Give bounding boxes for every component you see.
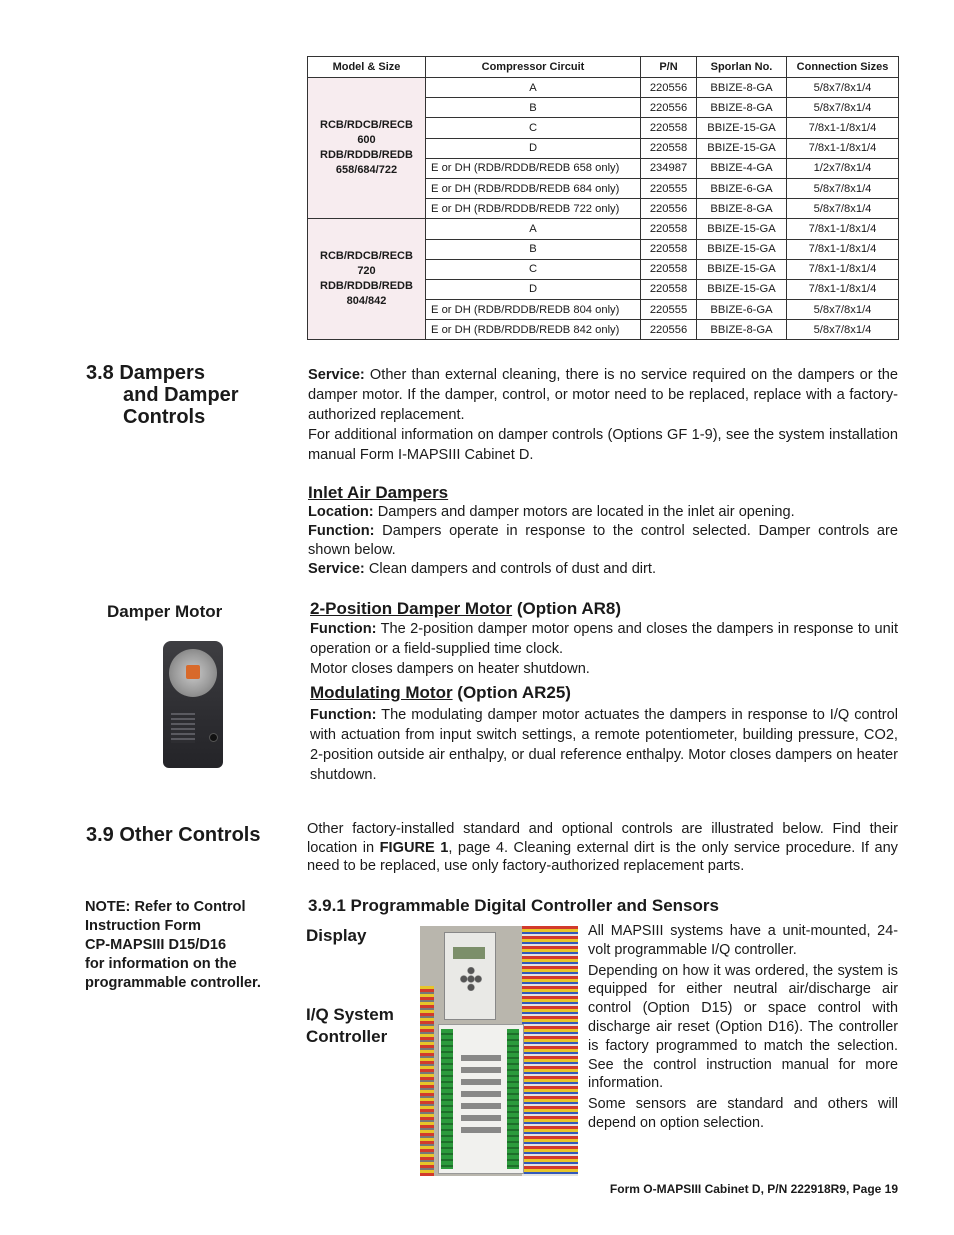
circuit-cell: B (426, 98, 641, 118)
note-line: NOTE: Refer to Control (85, 899, 246, 915)
two-position-motor-body (310, 619, 898, 679)
pn-cell: 220555 (641, 178, 697, 198)
location-label: Location: (308, 504, 374, 520)
connection-cell: 5/8x7/8x1/4 (787, 98, 899, 118)
circuit-components (461, 1055, 501, 1135)
modulating-motor-heading (310, 683, 571, 703)
pn-cell: 220558 (641, 138, 697, 158)
sporlan-cell: BBIZE-6-GA (697, 300, 787, 320)
modulating-heading-text: Modulating Motor (310, 683, 453, 702)
modulating-motor-body (310, 705, 898, 785)
keypad-buttons (459, 967, 483, 991)
controller-paragraph: Depending on how it was ordered, the system is equipped for either neutral air/discharge air control (Option D15) or space control with discharge air reset (Option D16). The controller is factory programmed to match the selection. See the control instruction manual for more information. (588, 962, 898, 1092)
connection-cell: 5/8x7/8x1/4 (787, 300, 899, 320)
controller-photo (420, 926, 578, 1176)
lcd-screen (453, 947, 485, 959)
circuit-cell: E or DH (RDB/RDDB/REDB 804 only) (426, 300, 641, 320)
pn-cell: 220558 (641, 118, 697, 138)
model-line: 658/684/722 (335, 164, 398, 177)
table-row (308, 78, 899, 98)
connection-cell: 1/2x7/8x1/4 (787, 158, 899, 178)
model-line: 804/842 (346, 295, 387, 308)
iq-controller-label (306, 1004, 394, 1048)
valve-spec-table (307, 56, 899, 340)
sporlan-cell: BBIZE-15-GA (697, 219, 787, 239)
pn-cell: 220556 (641, 320, 697, 340)
additional-info-text: For additional information on damper controls (Options GF 1-9), see the system installation manual Form I-MAPSIII Cabinet D. (308, 427, 898, 463)
page-footer: Form O-MAPSIII Cabinet D, P/N 222918R9, Page 19 (609, 1182, 898, 1196)
function-text: The 2-position damper motor opens and closes the dampers in response to unit operation or a field-supplied time clock. (310, 621, 898, 657)
note-line: Instruction Form (85, 918, 201, 934)
sporlan-cell: BBIZE-15-GA (697, 118, 787, 138)
connection-cell: 5/8x7/8x1/4 (787, 320, 899, 340)
section-39-heading: 3.9 Other Controls (86, 824, 261, 846)
controller-paragraph: All MAPSIII systems have a unit-mounted, 24-volt programmable I/Q controller. (588, 923, 898, 958)
motor-indicator (209, 733, 218, 742)
inlet-air-dampers-body (308, 503, 898, 579)
connection-cell: 7/8x1-1/8x1/4 (787, 219, 899, 239)
model-line: 600 (357, 134, 376, 147)
service-text: Clean dampers and controls of dust and dirt. (364, 561, 657, 577)
sporlan-cell: BBIZE-8-GA (697, 98, 787, 118)
circuit-cell: E or DH (RDB/RDDB/REDB 658 only) (426, 158, 641, 178)
sporlan-cell: BBIZE-15-GA (697, 138, 787, 158)
sporlan-cell: BBIZE-8-GA (697, 78, 787, 98)
section-38-heading (86, 362, 239, 428)
heading-line: Controls (123, 406, 206, 428)
function-label: Function: (308, 523, 375, 539)
connection-cell: 7/8x1-1/8x1/4 (787, 239, 899, 259)
note-line: for information on the (85, 956, 237, 972)
section-391-body (588, 922, 898, 1133)
shutdown-note: Motor closes dampers on heater shutdown. (310, 661, 590, 677)
intro-text-continued: , page 4. Cleaning external dirt is the only service procedure. If any need to be replaced, use only factory-authorized replacement parts. (307, 839, 898, 874)
connection-cell: 7/8x1-1/8x1/4 (787, 118, 899, 138)
sporlan-cell: BBIZE-15-GA (697, 259, 787, 279)
pn-cell: 220558 (641, 259, 697, 279)
header-model-size: Model & Size (308, 57, 426, 78)
circuit-cell: C (426, 118, 641, 138)
pn-cell: 220558 (641, 219, 697, 239)
pn-cell: 220555 (641, 300, 697, 320)
display-label: Display (306, 926, 367, 945)
header-compressor-circuit: Compressor Circuit (426, 57, 641, 78)
function-label: Function: (310, 707, 377, 723)
connection-cell: 5/8x7/8x1/4 (787, 178, 899, 198)
header-connection-sizes: Connection Sizes (787, 57, 899, 78)
pn-cell: 234987 (641, 158, 697, 178)
connection-cell: 5/8x7/8x1/4 (787, 78, 899, 98)
circuit-cell: B (426, 239, 641, 259)
pn-cell: 220556 (641, 78, 697, 98)
table-row (308, 219, 899, 239)
sporlan-cell: BBIZE-15-GA (697, 239, 787, 259)
model-cell-group-2 (308, 219, 426, 340)
two-position-motor-heading (310, 599, 621, 619)
circuit-cell: E or DH (RDB/RDDB/REDB 842 only) (426, 320, 641, 340)
option-ar8: (Option AR8) (512, 599, 622, 618)
function-text: The modulating damper motor actuates the dampers in response to I/Q control with actuation from input switch settings, a remote potentiometer, building pressure, CO2, 2-position outside air enthalpy, or dual reference enthalpy. Motor closes dampers on heater shutdown. (310, 707, 898, 783)
pn-cell: 220556 (641, 199, 697, 219)
motor-hub (186, 665, 200, 679)
option-ar25: (Option AR25) (452, 683, 571, 702)
motor-grille (171, 713, 195, 743)
damper-motor-image (163, 641, 223, 768)
model-line: RDB/RDDB/REDB (320, 149, 413, 162)
sporlan-cell: BBIZE-6-GA (697, 178, 787, 198)
section-391-heading: 3.9.1 Programmable Digital Controller and Sensors (308, 896, 719, 915)
section-38-body (308, 365, 898, 465)
iq-controller-board (438, 1024, 524, 1174)
connection-cell: 5/8x7/8x1/4 (787, 199, 899, 219)
controller-paragraph: Some sensors are standard and others will depend on option selection. (588, 1096, 898, 1131)
function-label: Function: (310, 621, 377, 637)
circuit-cell: A (426, 219, 641, 239)
inlet-heading-text: Inlet Air Dampers (308, 483, 449, 502)
inlet-air-dampers-heading (308, 483, 448, 503)
connection-cell: 7/8x1-1/8x1/4 (787, 259, 899, 279)
location-text: Dampers and damper motors are located in the inlet air opening. (373, 504, 795, 520)
motor-dial (169, 649, 217, 697)
header-sporlan-no: Sporlan No. (697, 57, 787, 78)
damper-motor-label: Damper Motor (107, 602, 223, 621)
service-label: Service: (308, 367, 365, 383)
figure-reference: FIGURE 1 (379, 839, 449, 856)
service-label: Service: (308, 561, 365, 577)
table-header-row (308, 57, 899, 78)
circuit-cell: D (426, 138, 641, 158)
header-pn: P/N (641, 57, 697, 78)
connection-cell: 7/8x1-1/8x1/4 (787, 138, 899, 158)
note-line: programmable controller. (85, 975, 261, 991)
intro-text: Other factory-installed standard and optional controls are illustrated below. Find their location in (307, 821, 898, 856)
model-line: 720 (357, 265, 376, 278)
heading-line: 3.8 Dampers (86, 362, 205, 384)
circuit-cell: D (426, 279, 641, 299)
wire-bundle (420, 986, 434, 1176)
wire-bundle (522, 926, 578, 1176)
circuit-cell: C (426, 259, 641, 279)
control-instruction-note (85, 898, 261, 993)
circuit-cell: E or DH (RDB/RDDB/REDB 684 only) (426, 178, 641, 198)
controller-display (444, 932, 496, 1020)
model-cell-group-1 (308, 78, 426, 219)
model-line: RCB/RDCB/RECB (320, 119, 413, 132)
heading-line: and Damper (123, 384, 239, 406)
circuit-cell: E or DH (RDB/RDDB/REDB 722 only) (426, 199, 641, 219)
circuit-cell: A (426, 78, 641, 98)
note-line: CP-MAPSIII D15/D16 (85, 937, 227, 953)
sporlan-cell: BBIZE-4-GA (697, 158, 787, 178)
model-line: RDB/RDDB/REDB (320, 280, 413, 293)
connection-cell: 7/8x1-1/8x1/4 (787, 279, 899, 299)
label-line: Controller (306, 1027, 388, 1046)
two-position-heading-text: 2-Position Damper Motor (310, 599, 513, 618)
terminal-strip (441, 1029, 453, 1169)
sporlan-cell: BBIZE-8-GA (697, 199, 787, 219)
terminal-strip (507, 1029, 519, 1169)
sporlan-cell: BBIZE-15-GA (697, 279, 787, 299)
sporlan-cell: BBIZE-8-GA (697, 320, 787, 340)
function-text: Dampers operate in response to the control selected. Damper controls are shown below. (308, 523, 898, 558)
pn-cell: 220556 (641, 98, 697, 118)
section-39-body (307, 820, 898, 876)
label-line: I/Q System (306, 1005, 394, 1024)
model-line: RCB/RDCB/RECB (320, 250, 413, 263)
pn-cell: 220558 (641, 279, 697, 299)
service-text: Other than external cleaning, there is no service required on the dampers or the damper motor. If the damper, control, or motor need to be replaced, replace with a factory-authorized replacement. (308, 367, 898, 423)
pn-cell: 220558 (641, 239, 697, 259)
